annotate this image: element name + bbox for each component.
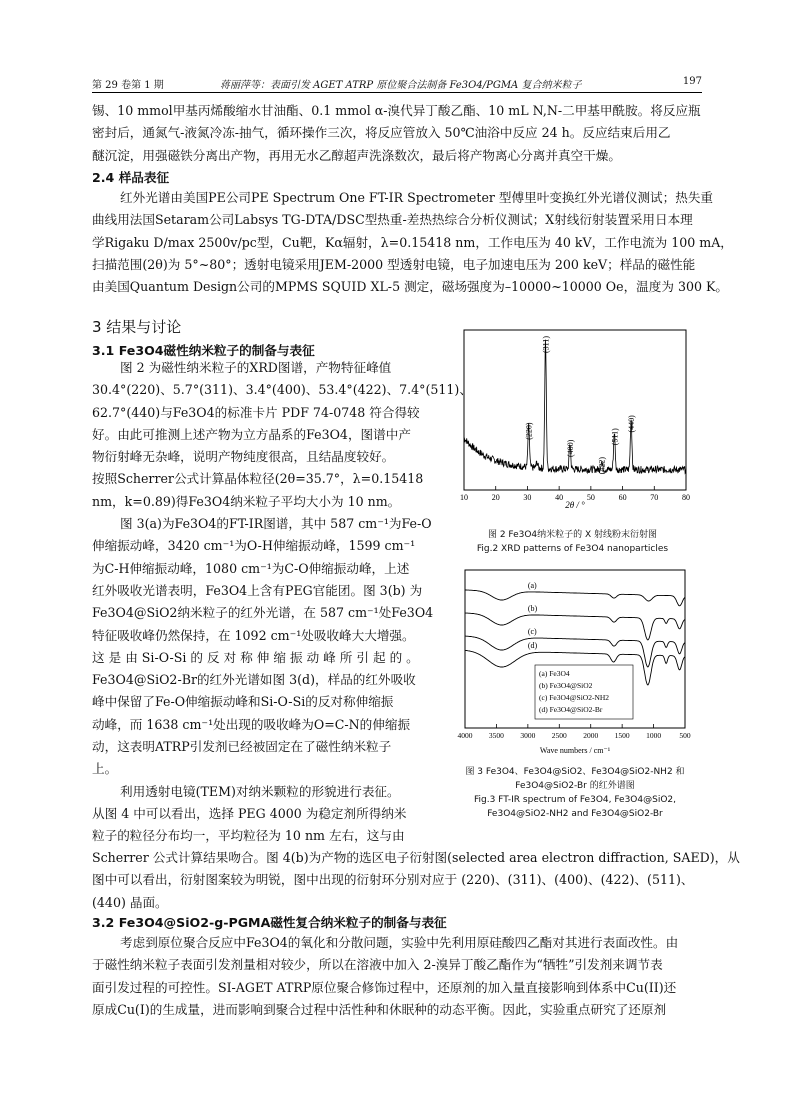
ftir-series-line [465, 590, 685, 606]
ftir-legend-entry: (b) Fe3O4@SiO2 [539, 681, 593, 690]
text-line: 锡、10 mmol甲基丙烯酸缩水甘油酯、0.1 mmol α-溴代异丁酸乙酯、10 mL N,N-二甲基甲酰胺。将反应瓶 [92, 103, 701, 118]
text-line: 动，这表明ATRP引发剂已经被固定在了磁性纳米粒子 [92, 739, 392, 755]
ftir-x-tick-label: 3000 [520, 731, 536, 740]
ftir-x-tick-label: 1000 [646, 731, 662, 740]
section-3-1-left-column [92, 357, 472, 848]
ftir-x-tick-label: 3500 [488, 731, 504, 740]
text-line: Fe3O4@SiO2-Br的红外光谱如图 3(d)，样品的红外吸收 [92, 672, 416, 688]
ftir-x-tick-label: 2500 [551, 731, 567, 740]
running-title: 蒋丽萍等：表面引发 AGET ATRP 原位聚合法制备 Fe3O4/PGMA 复合纳米粒子 [220, 80, 582, 91]
figure-3-caption-cn-2: Fe3O4@SiO2-Br 的红外谱图 [515, 781, 635, 791]
text-line: 红外光谱由美国PE公司PE Spectrum One FT-IR Spectrometer 型傅里叶变换红外光谱仪测试；热失重 [120, 190, 714, 205]
text-line: 好。由此可推测上述产物为立方晶系的Fe3O4，图谱中产 [92, 426, 411, 442]
figure-3-caption-en-2: Fe3O4@SiO2-NH2 and Fe3O4@SiO2-Br [487, 809, 663, 819]
xrd-x-tick-label: 50 [586, 493, 595, 502]
ftir-x-axis-label: Wave numbers / cm⁻¹ [539, 746, 611, 755]
text-line: 扫描范围(2θ)为 5°~80°；透射电镜采用JEM-2000 型透射电镜，电子加速电压为 200 keV；样品的磁性能 [92, 256, 696, 272]
ftir-legend-entry: (d) Fe3O4@SiO2-Br [539, 705, 603, 714]
xrd-x-tick-label: 80 [682, 493, 690, 502]
text-line: 上。 [92, 761, 118, 777]
text-line: 原成Cu(I)的生成量，进而影响到聚合过程中活性种和休眠种的动态平衡。因此，实验重点研究了还原剂 [92, 1001, 667, 1017]
xrd-x-tick-label: 10 [460, 493, 468, 502]
section-heading-2-4: 2.4 样品表征 [92, 170, 170, 185]
xrd-peak-label: (511) [610, 428, 620, 446]
figure-3-caption [450, 765, 700, 821]
figure-3-caption-cn-1: 图 3 Fe3O4、Fe3O4@SiO2、Fe3O4@SiO2-NH2 和 [465, 767, 685, 777]
figure-3-caption-en-1: Fig.3 FT-IR spectrum of Fe3O4, Fe3O4@SiO2, [474, 795, 676, 805]
page-number: 197 [682, 76, 702, 87]
ftir-legend-entry: (a) Fe3O4 [539, 669, 570, 678]
section-2-4-paragraph [92, 187, 733, 298]
text-line: 由美国Quantum Design公司的MPMS SQUID XL-5 测定，磁场强度为–10000~10000 Oe，温度为 300 K。 [92, 279, 729, 295]
intro-paragraph [92, 100, 702, 167]
xrd-peak-label: (422) [597, 456, 607, 475]
text-line: 利用透射电镜(TEM)对纳米颗粒的形貌进行表征。 [120, 783, 400, 799]
text-line: 曲线用法国Setaram公司Labsys TG-DTA/DSC型热重-差热热综合分析仪测试；X射线衍射装置采用日本理 [92, 212, 693, 228]
xrd-plot-frame [464, 330, 686, 490]
xrd-x-tick-label: 20 [491, 493, 500, 502]
xrd-peak-label: (311) [541, 336, 551, 354]
ftir-x-tick-label: 1500 [614, 731, 630, 740]
text-line: 图 3(a)为Fe3O4的FT-IR图谱，其中 587 cm⁻¹为Fe-O [120, 516, 432, 532]
text-line: Scherrer 公式计算结果吻合。图 4(b)为产物的选区电子衍射图(selected area electron diffraction, SAED)，从 [92, 850, 740, 865]
text-line: 这 是 由 Si-O-Si 的 反 对 称 伸 缩 振 动 峰 所 引 起 的 。 [92, 649, 419, 665]
figure-2-caption [450, 528, 695, 556]
text-line: 红外吸收光谱表明，Fe3O4上含有PEG官能团。图 3(b) 为 [92, 582, 423, 598]
text-line: 动峰，而 1638 cm⁻¹处出现的吸收峰为O=C-N的伸缩振 [92, 716, 411, 732]
ftir-series-label: (b) [527, 604, 538, 613]
text-line: 图 2 为磁性纳米粒子的XRD图谱，产物特征峰值 [120, 360, 392, 375]
text-line: 图中可以看出，衍射图案较为明锐，图中出现的衍射环分别对应于 (220)、(311)、(400)、(422)、(511)、 [92, 872, 694, 888]
text-line: 醚沉淀，用强磁铁分离出产物，再用无水乙醇超声洗涤数次，最后将产物离心分离并真空干燥。 [92, 147, 621, 163]
volume-issue: 第 29 卷第 1 期 [92, 80, 164, 91]
ftir-x-tick-label: 4000 [457, 731, 473, 740]
text-line: 特征吸收峰仍然保持，在 1092 cm⁻¹处吸收峰大大增强。 [92, 627, 415, 643]
section-3-1-continuation [92, 847, 740, 914]
xrd-x-tick-label: 30 [523, 493, 532, 502]
text-line: Fe3O4@SiO2纳米粒子的红外光谱，在 587 cm⁻¹处Fe3O4 [92, 605, 434, 621]
ftir-series-label: (a) [527, 581, 537, 590]
text-line: 从图 4 中可以看出，选择 PEG 4000 为稳定剂所得纳米 [92, 805, 407, 821]
xrd-x-tick-label: 70 [650, 493, 659, 502]
running-header [92, 76, 702, 93]
text-line: 为C-H伸缩振动峰，1080 cm⁻¹为C-O伸缩振动峰，上述 [92, 560, 410, 576]
ftir-series-line [465, 613, 685, 640]
ftir-series-line [465, 636, 685, 667]
text-line: 峰中保留了Fe-O伸缩振动峰和Si-O-Si的反对称伸缩振 [92, 694, 394, 710]
text-line: 伸缩振动峰，3420 cm⁻¹为O-H伸缩振动峰，1599 cm⁻¹ [92, 538, 416, 554]
section-3-2-paragraph [92, 932, 702, 1021]
text-line: 学Rigaku D/max 2500v/pc型，Cu靶，Kα辐射，λ=0.15418 nm，工作电压为 40 kV，工作电流为 100 mA， [92, 234, 733, 250]
text-line: (440) 晶面。 [92, 894, 168, 910]
section-heading-3-2: 3.2 Fe3O4@SiO2-g-PGMA磁性复合纳米粒子的制备与表征 [92, 915, 447, 930]
xrd-chart [450, 328, 695, 510]
text-line: 30.4°(220)、5.7°(311)、3.4°(400)、53.4°(422)、7.4°(511)、 [92, 382, 472, 398]
section-heading-3-1: 3.1 Fe3O4磁性纳米粒子的制备与表征 [92, 343, 315, 358]
ftir-legend-entry: (c) Fe3O4@SiO2-NH2 [539, 693, 610, 702]
text-line: 密封后，通氮气-液氮冷冻-抽气，循环操作三次，将反应管放入 50℃油浴中反应 24 h。反应结束后用乙 [92, 125, 671, 141]
text-line: 按照Scherrer公式计算晶体粒径(2θ=35.7°，λ=0.15418 [92, 471, 424, 487]
text-line: 考虑到原位聚合反应中Fe3O4的氧化和分散问题，实验中先利用原硅酸四乙酯对其进行表面改性。由 [120, 935, 679, 950]
ftir-series-label: (c) [527, 627, 537, 636]
section-heading-3: 3 结果与讨论 [92, 318, 182, 336]
ftir-x-tick-label: 500 [679, 731, 691, 740]
text-line: nm，k=0.89)得Fe3O4纳米粒子平均大小为 10 nm。 [92, 493, 401, 509]
text-line: 62.7°(440)与Fe3O4的标准卡片 PDF 74-0748 符合得较 [92, 404, 420, 420]
ftir-series-label: (d) [527, 641, 538, 650]
text-line: 面引发过程的可控性。SI-AGET ATRP原位聚合修饰过程中，还原剂的加入量直接影响到体系中Cu(II)还 [92, 979, 677, 995]
xrd-x-axis-label: 2θ / ° [565, 500, 585, 510]
xrd-peak-label: (220) [524, 422, 534, 440]
xrd-peak-label: (400) [565, 439, 575, 458]
xrd-peak-label: (440) [627, 415, 637, 433]
ftir-chart [455, 568, 695, 758]
text-line: 物衍射峰无杂峰，说明产物纯度很高，且结晶度较好。 [92, 449, 395, 465]
ftir-x-tick-label: 2000 [583, 731, 599, 740]
text-line: 粒子的粒径分布均一，平均粒径为 10 nm 左右，这与由 [92, 828, 405, 844]
text-line: 于磁性纳米粒子表面引发剂量相对较少，所以在溶液中加入 2-溴异丁酸乙酯作为“牺牲”引发剂来调节表 [92, 957, 663, 973]
xrd-x-tick-label: 60 [618, 493, 627, 502]
figure-2-caption-cn: 图 2 Fe3O4纳米粒子的 X 射线粉末衍射图 [487, 530, 658, 540]
xrd-x-tick-label: 40 [555, 493, 564, 502]
figure-2-caption-en: Fig.2 XRD patterns of Fe3O4 nanoparticles [476, 544, 669, 554]
xrd-pattern-line [464, 340, 686, 474]
